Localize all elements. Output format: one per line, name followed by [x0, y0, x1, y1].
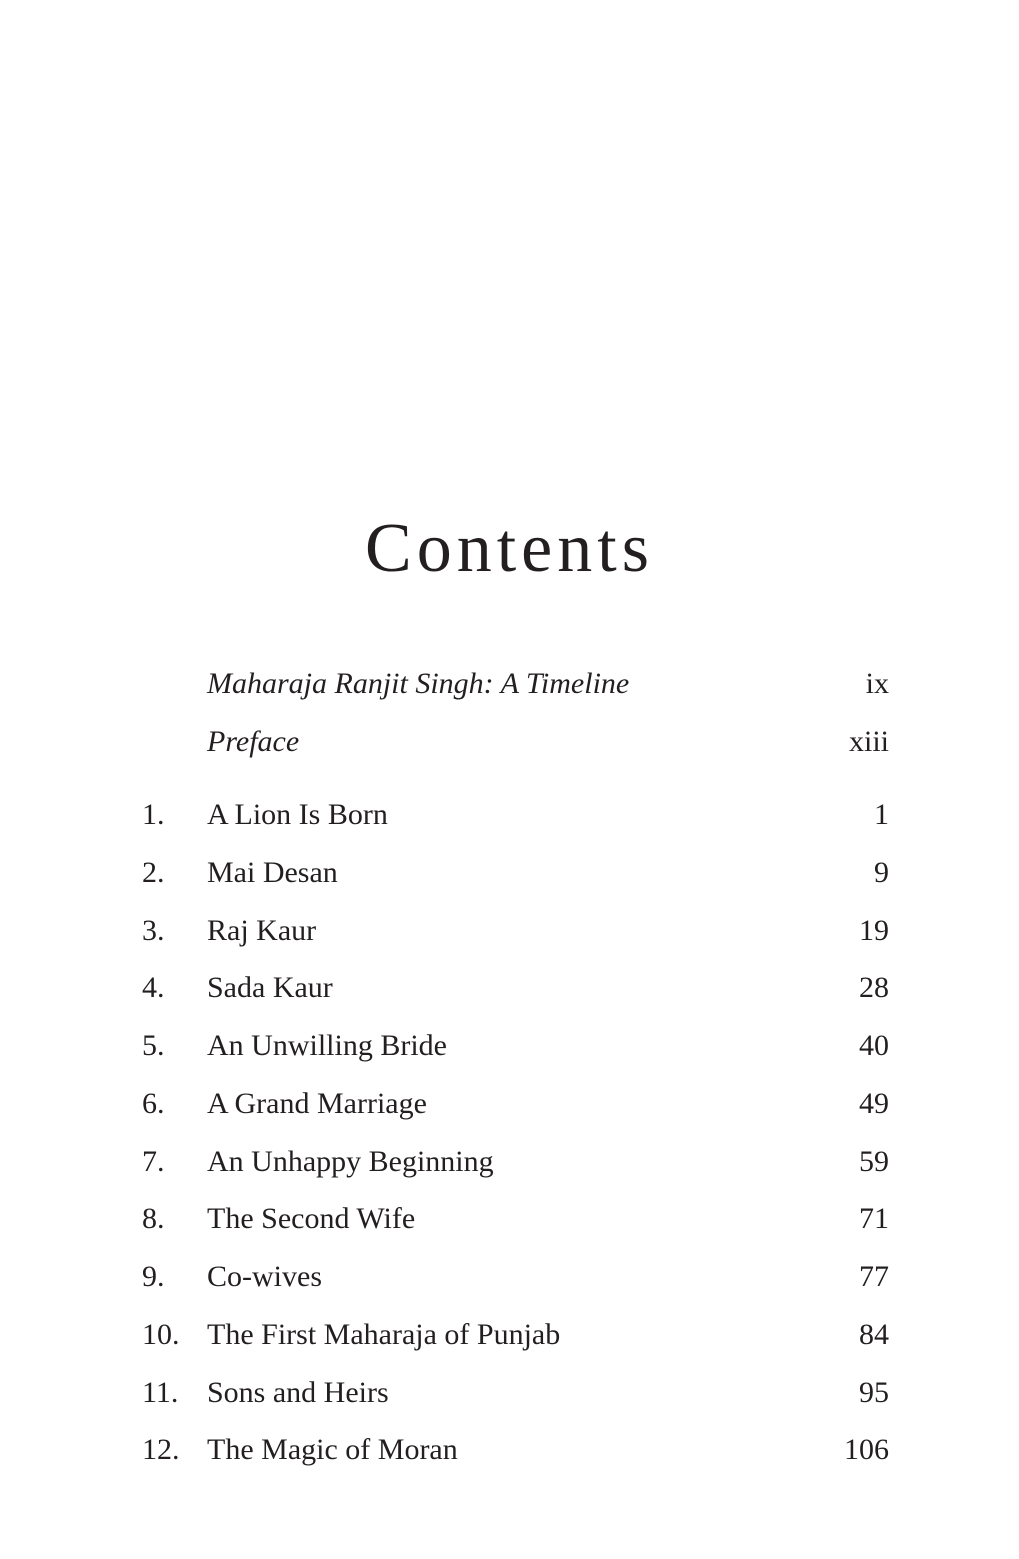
chapter-number: 10.	[142, 1318, 180, 1351]
chapter-title: Mai Desan	[207, 856, 338, 889]
chapter-number: 6.	[142, 1087, 165, 1120]
toc-chapter-8[interactable]	[0, 1199, 1019, 1239]
chapter-page: 106	[844, 1433, 889, 1466]
chapter-title: An Unhappy Beginning	[207, 1145, 494, 1178]
toc-entry-page: xiii	[848, 725, 889, 758]
chapter-title: Co-wives	[207, 1260, 322, 1293]
chapter-page: 28	[859, 971, 889, 1004]
toc-chapter-2[interactable]	[0, 853, 1019, 893]
toc-entry-preface[interactable]	[0, 722, 1019, 762]
toc-chapter-11[interactable]	[0, 1373, 1019, 1413]
chapter-number: 11.	[142, 1376, 179, 1409]
toc-entry-label: Maharaja Ranjit Singh: A Timeline	[207, 667, 630, 700]
chapter-title: Raj Kaur	[207, 914, 317, 947]
chapter-title: The First Maharaja of Punjab	[207, 1318, 561, 1351]
chapter-number: 8.	[142, 1202, 165, 1235]
chapter-number: 2.	[142, 856, 165, 889]
chapter-title: The Second Wife	[207, 1202, 416, 1235]
toc-chapter-5[interactable]	[0, 1026, 1019, 1066]
toc-entry-page: ix	[865, 667, 889, 700]
chapter-page: 9	[874, 856, 889, 889]
toc-chapter-3[interactable]	[0, 911, 1019, 951]
toc-chapter-7[interactable]	[0, 1142, 1019, 1182]
toc-chapter-4[interactable]	[0, 968, 1019, 1008]
page-title: Contents	[365, 509, 654, 587]
toc-chapter-12[interactable]	[0, 1430, 1019, 1470]
chapter-page: 59	[859, 1145, 889, 1178]
chapter-number: 5.	[142, 1029, 165, 1062]
chapter-page: 71	[859, 1202, 889, 1235]
chapter-page: 1	[874, 798, 889, 831]
chapter-number: 9.	[142, 1260, 165, 1293]
chapter-number: 3.	[142, 914, 165, 947]
chapter-number: 4.	[142, 971, 165, 1004]
chapter-page: 49	[859, 1087, 889, 1120]
chapter-title: A Grand Marriage	[207, 1087, 427, 1120]
toc-entry-timeline[interactable]	[0, 664, 1019, 704]
toc-chapter-10[interactable]	[0, 1315, 1019, 1355]
chapter-title: Sons and Heirs	[207, 1376, 389, 1409]
toc-chapter-9[interactable]	[0, 1257, 1019, 1297]
chapter-title: A Lion Is Born	[207, 798, 388, 831]
toc-chapter-6[interactable]	[0, 1084, 1019, 1124]
toc-chapter-1[interactable]	[0, 795, 1019, 835]
chapter-page: 40	[859, 1029, 889, 1062]
toc-entry-label: Preface	[207, 725, 300, 758]
chapter-title: Sada Kaur	[207, 971, 333, 1004]
chapter-page: 95	[859, 1376, 889, 1409]
chapter-number: 7.	[142, 1145, 165, 1178]
chapter-title: The Magic of Moran	[207, 1433, 458, 1466]
chapter-page: 19	[859, 914, 889, 947]
chapter-page: 84	[859, 1318, 889, 1351]
chapter-number: 1.	[142, 798, 165, 831]
chapter-page: 77	[859, 1260, 889, 1293]
chapter-title: An Unwilling Bride	[207, 1029, 447, 1062]
chapter-number: 12.	[142, 1433, 180, 1466]
